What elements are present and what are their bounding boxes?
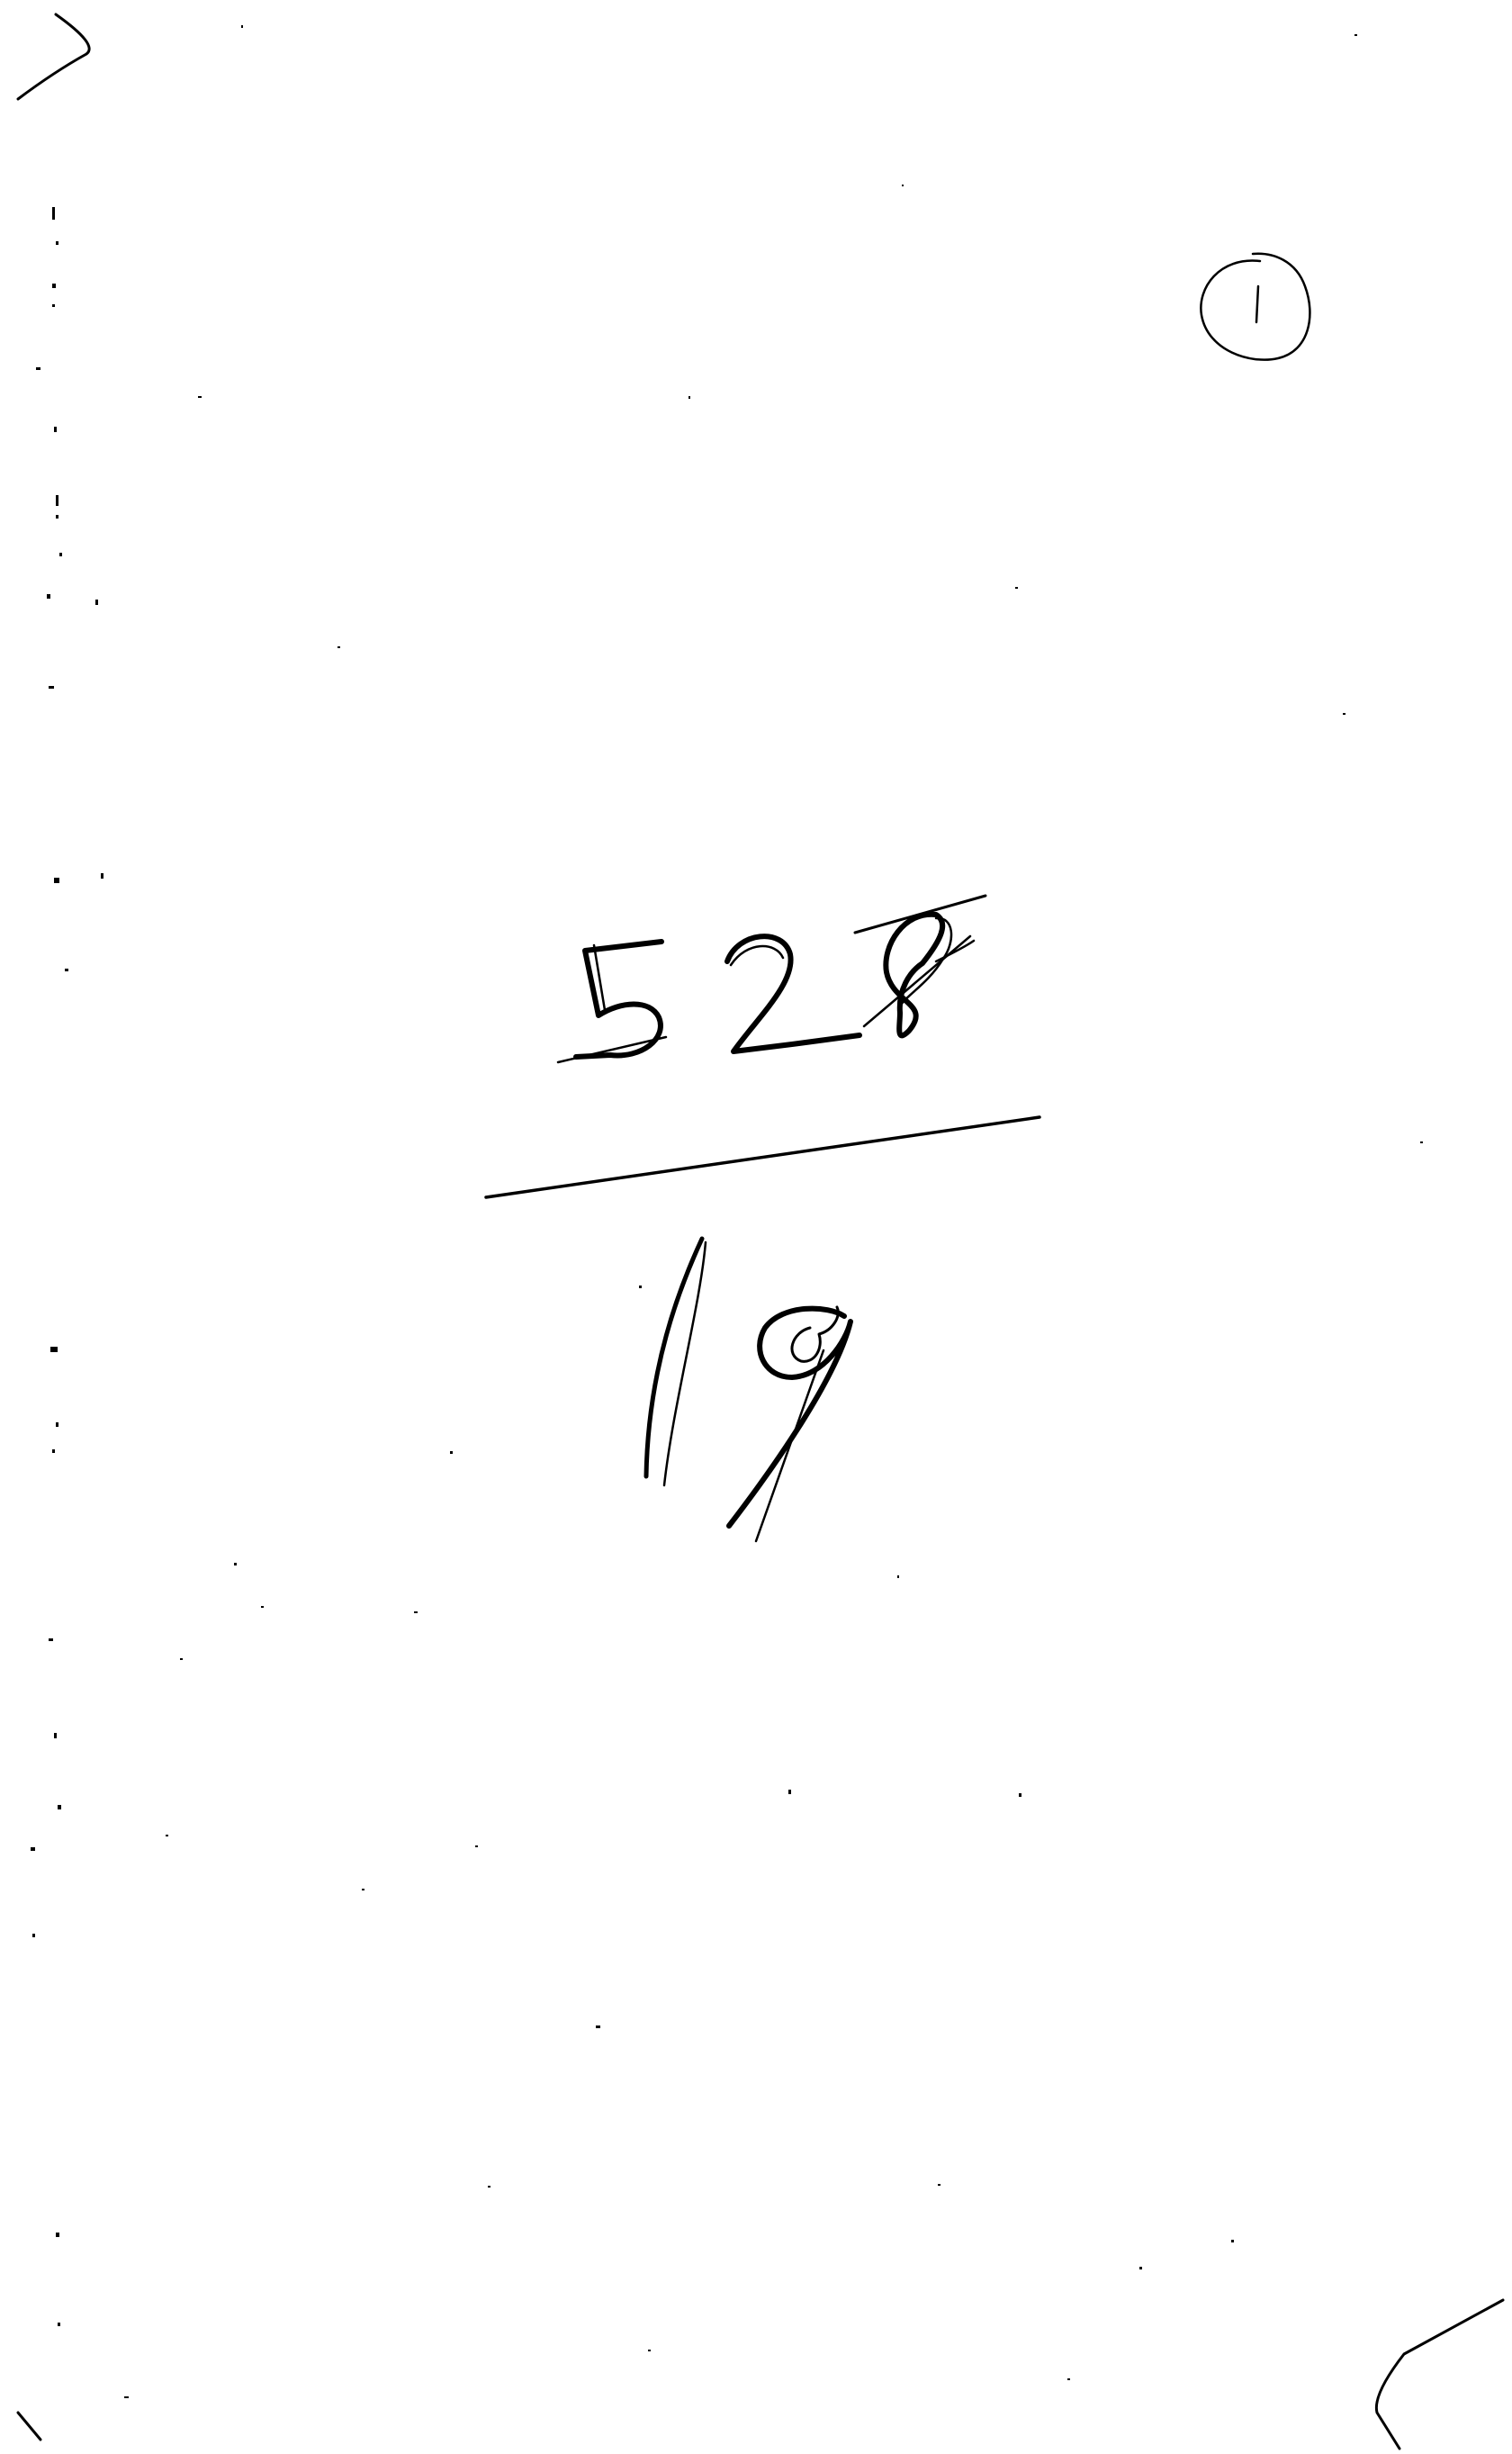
page-number-stroke	[1256, 286, 1258, 322]
denominator-19	[646, 1239, 850, 1541]
corner-mark-top-left	[18, 14, 89, 99]
denominator-text: 19	[0, 0, 1, 1]
digit-9	[729, 1309, 850, 1526]
digit-8	[886, 915, 942, 1036]
page-number-text: 1	[0, 0, 1, 1]
corner-mark-bottom-right	[1376, 2300, 1503, 2449]
page-number-circle	[1201, 254, 1310, 360]
numerator-text: 5	[0, 0, 1, 1]
digit-2	[727, 936, 860, 1051]
scan-noise	[31, 25, 1423, 2398]
digit-5	[576, 942, 662, 1057]
corner-mark-bottom-left	[18, 2413, 40, 2440]
digit-1	[646, 1239, 702, 1476]
fraction-bar	[486, 1117, 1040, 1197]
numerator-528	[558, 896, 986, 1062]
